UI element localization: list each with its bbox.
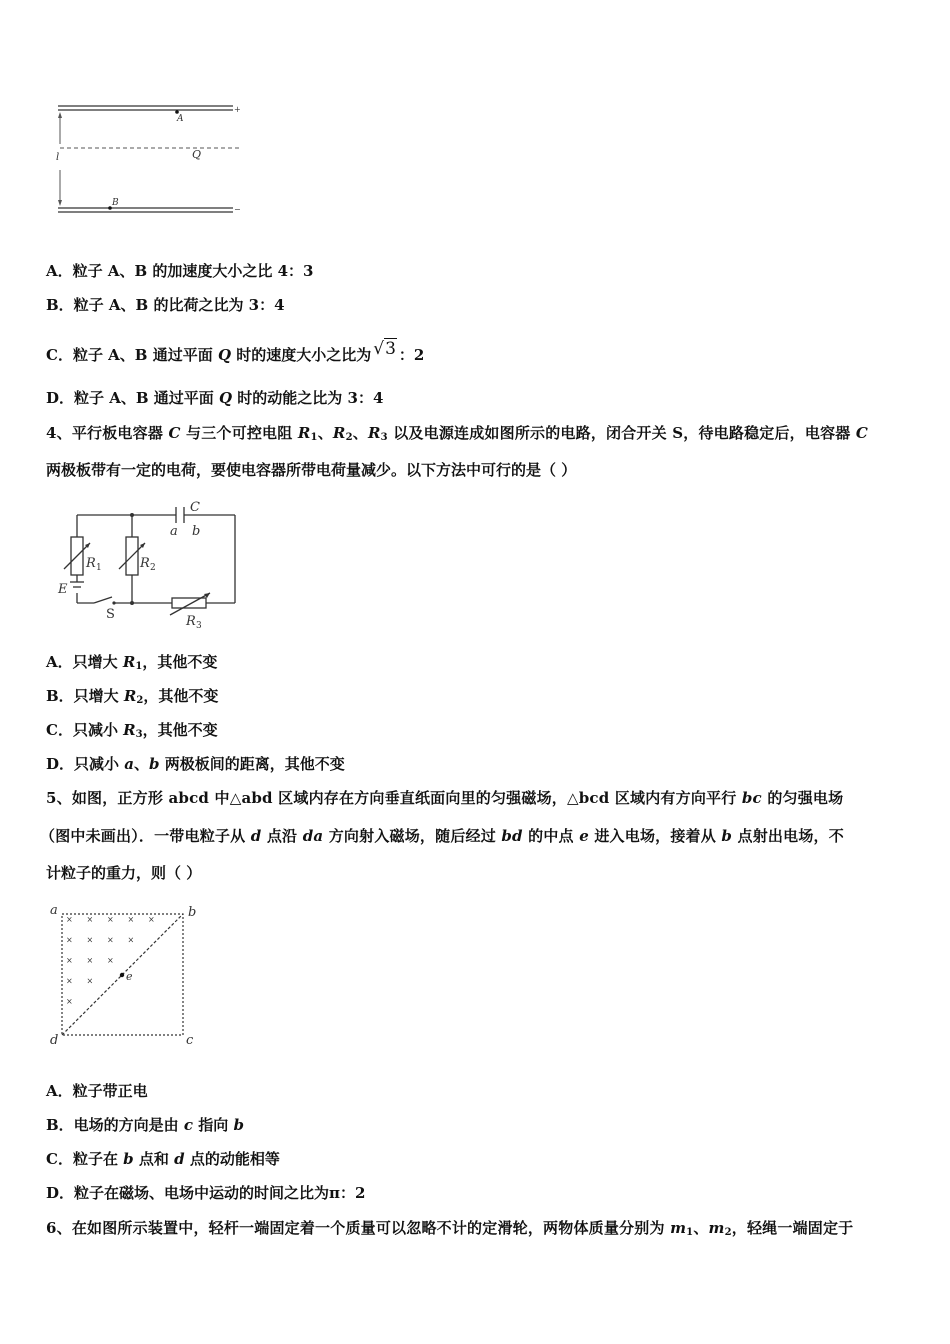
label-E: E [58, 582, 68, 597]
label-R1: R [86, 556, 96, 571]
q3-option-c-suffix: ：2 [398, 346, 425, 364]
q4-stem-r3: R [367, 424, 381, 442]
q6-m2: m [708, 1219, 725, 1237]
q5-line2-p6: 点射出电场，不 [732, 827, 844, 845]
corner-a: a [50, 903, 58, 918]
plus-sign: + [234, 105, 241, 114]
minus-sign: − [234, 205, 241, 214]
q4-stem-line1 [46, 423, 868, 448]
field-cross: × [86, 976, 94, 986]
cap-label-a: a [170, 524, 178, 539]
q5-stem-line1 [46, 788, 843, 808]
q4-stem-r3-sub: 3 [380, 432, 388, 443]
q5-line2-p4: 的中点 [522, 827, 580, 845]
magnetic-field-crosses [66, 915, 155, 1006]
corner-d: d [50, 1033, 59, 1048]
q4-option-d-a: a [124, 755, 134, 773]
q4-stem-p3: 、 [317, 424, 333, 442]
q5-line2-p3: 方向射入磁场，随后经过 [323, 827, 502, 845]
q4-option-b [46, 686, 218, 711]
cap-label-b: b [192, 524, 201, 539]
q6-m2-sub: 2 [724, 1227, 732, 1238]
label-d: l [56, 152, 60, 163]
q5-line2-da: da [302, 827, 324, 845]
q5-option-d-text: D．粒子在磁场、电场中运动的时间之比为π：2 [46, 1184, 366, 1202]
q4-option-b-var: R [123, 687, 137, 705]
q4-stem-line2 [46, 460, 576, 480]
q5-square-figure [46, 900, 206, 1050]
field-cross: × [107, 935, 114, 945]
field-cross: × [148, 915, 155, 924]
q5-line3-text: 计粒子的重力，则（ ） [46, 864, 202, 882]
q5-option-c-p2: 点和 [133, 1150, 175, 1168]
label-R2-sub: 2 [150, 563, 156, 573]
q4-option-a-p2: ，其他不变 [142, 653, 218, 671]
q4-option-a-p1: A．只增大 [46, 653, 123, 671]
q5-option-c-p1: C．粒子在 [46, 1150, 124, 1168]
sqrt-radicand: 3 [385, 339, 396, 359]
q4-stem-line2-text: 两极板带有一定的电荷，要使电容器所带电荷量减少。以下方法中可行的是（ ） [46, 461, 577, 479]
field-cross: × [86, 956, 94, 965]
q4-option-d-p2: 、 [133, 755, 149, 773]
q4-option-a-sub: 1 [135, 661, 143, 672]
q4-stem-c: C [168, 424, 181, 442]
q5-option-b-p1: B．电场的方向是由 [46, 1116, 184, 1134]
field-cross: × [107, 915, 114, 924]
q3-option-d-text: D．粒子 A、B 通过平面 [46, 389, 219, 407]
q5-option-b-c: c [183, 1116, 194, 1134]
q4-option-c-sub: 3 [135, 729, 143, 740]
q4-stem-p5: 以及电源连成如图所示的电路，闭合开关 S，待电路稳定后，电容器 [387, 424, 856, 442]
q3-option-b [46, 295, 285, 315]
q4-option-c-p1: C．只减小 [46, 721, 124, 739]
label-Q: Q [192, 148, 202, 161]
q4-circuit-figure [52, 497, 252, 633]
q6-p3: ，轻绳一端固定于 [731, 1219, 854, 1237]
q5-line1-p1: 5、如图，正方形 abcd 中△abd 区域内存在方向垂直纸面向里的匀强磁场，△bcd 区域内有方向平行 [46, 789, 742, 807]
q4-stem-p1: 4、平行板电容器 [46, 424, 169, 442]
q5-option-c-p3: 点的动能相等 [184, 1150, 280, 1168]
q4-stem-r1: R [297, 424, 311, 442]
q5-option-d [46, 1183, 365, 1203]
q3-option-d-q: Q [219, 389, 233, 407]
q3-plates-figure [50, 98, 250, 220]
q4-option-b-p1: B．只增大 [46, 687, 124, 705]
field-cross: × [86, 935, 94, 945]
q4-option-c [46, 720, 218, 745]
q6-m1: m [670, 1219, 687, 1237]
q3-option-c [46, 338, 424, 365]
label-S: S [106, 607, 115, 622]
q4-stem-p4: 、 [352, 424, 368, 442]
label-R2: R [140, 556, 150, 571]
q5-stem-line3 [46, 863, 201, 883]
q5-line2-p2: 点沿 [261, 827, 303, 845]
q3-option-c-text: C．粒子 A、B 通过平面 [46, 346, 218, 364]
q4-stem-r2: R [332, 424, 346, 442]
q5-line2-p1: （图中未画出）．一带电粒子从 [40, 827, 251, 845]
corner-c: c [186, 1033, 194, 1048]
q3-option-d [46, 388, 383, 408]
q4-option-a-var: R [122, 653, 136, 671]
corner-b: b [188, 905, 197, 920]
field-cross: × [66, 997, 73, 1006]
q4-option-c-var: R [123, 721, 136, 739]
q5-option-c-b: b [123, 1150, 134, 1168]
label-A: A [177, 114, 184, 124]
label-R3-sub: 3 [196, 621, 202, 631]
q4-stem-c2: C [855, 424, 869, 442]
label-R3: R [186, 614, 196, 629]
field-cross: × [107, 956, 114, 965]
field-cross: × [66, 915, 73, 924]
q5-line1-p2: 的匀强电场 [761, 789, 844, 807]
field-cross: × [66, 956, 73, 965]
q5-option-b-p2: 指向 [193, 1116, 234, 1134]
q5-line2-e: e [579, 827, 589, 845]
q6-stem-line1 [46, 1218, 853, 1243]
q5-line2-bd: bd [501, 827, 523, 845]
q3-option-c-mid: 时的速度大小之比为 [231, 346, 372, 364]
q5-line2-d: d [250, 827, 262, 845]
q5-line1-bc: bc [741, 789, 762, 807]
q4-option-d-b: b [148, 755, 160, 773]
field-cross: × [127, 915, 135, 924]
sqrt-3: √3 [373, 339, 396, 359]
label-B: B [112, 198, 119, 208]
q3-option-a [46, 261, 314, 281]
q4-option-d [46, 754, 345, 774]
q4-option-a [46, 652, 217, 677]
q4-option-b-sub: 2 [136, 695, 144, 706]
q3-option-c-q: Q [217, 346, 232, 364]
q6-m1-sub: 1 [686, 1227, 694, 1238]
q3-option-b-text: B．粒子 A、B 的比荷之比为 3：4 [46, 296, 285, 314]
q5-option-c-d: d [174, 1150, 185, 1168]
midpoint-e: e [126, 970, 133, 983]
q4-stem-r2-sub: 2 [345, 432, 353, 443]
q4-stem-r1-sub: 1 [310, 432, 318, 443]
q5-option-b [46, 1115, 244, 1135]
q5-option-a [46, 1081, 148, 1101]
q5-option-b-b: b [233, 1116, 244, 1134]
field-cross: × [66, 976, 73, 986]
cap-label-C: C [190, 500, 200, 515]
q6-p1: 6、在如图所示装置中，轻杆一端固定着一个质量可以忽略不计的定滑轮，两物体质量分别为 [46, 1219, 671, 1237]
q4-option-c-p2: ，其他不变 [142, 721, 218, 739]
q3-option-d-suffix: 时的动能之比为 3：4 [232, 389, 384, 407]
q3-option-a-text: A．粒子 A、B 的加速度大小之比 4：3 [46, 262, 314, 280]
label-R1-sub: 1 [96, 563, 102, 573]
field-cross: × [66, 935, 73, 945]
q5-option-c [46, 1149, 280, 1169]
q4-option-b-p2: ，其他不变 [143, 687, 219, 705]
field-cross: × [86, 915, 94, 924]
q4-option-d-p3: 两极板间的距离，其他不变 [159, 755, 345, 773]
q4-stem-p2: 与三个可控电阻 [180, 424, 298, 442]
q5-line2-b: b [721, 827, 733, 845]
q5-option-a-text: A．粒子带正电 [46, 1082, 148, 1100]
q5-stem-line2 [40, 826, 844, 846]
q4-option-d-p1: D．只减小 [46, 755, 125, 773]
q5-line2-p5: 进入电场，接着从 [588, 827, 722, 845]
q6-p2: 、 [693, 1219, 709, 1237]
field-cross: × [127, 935, 135, 945]
